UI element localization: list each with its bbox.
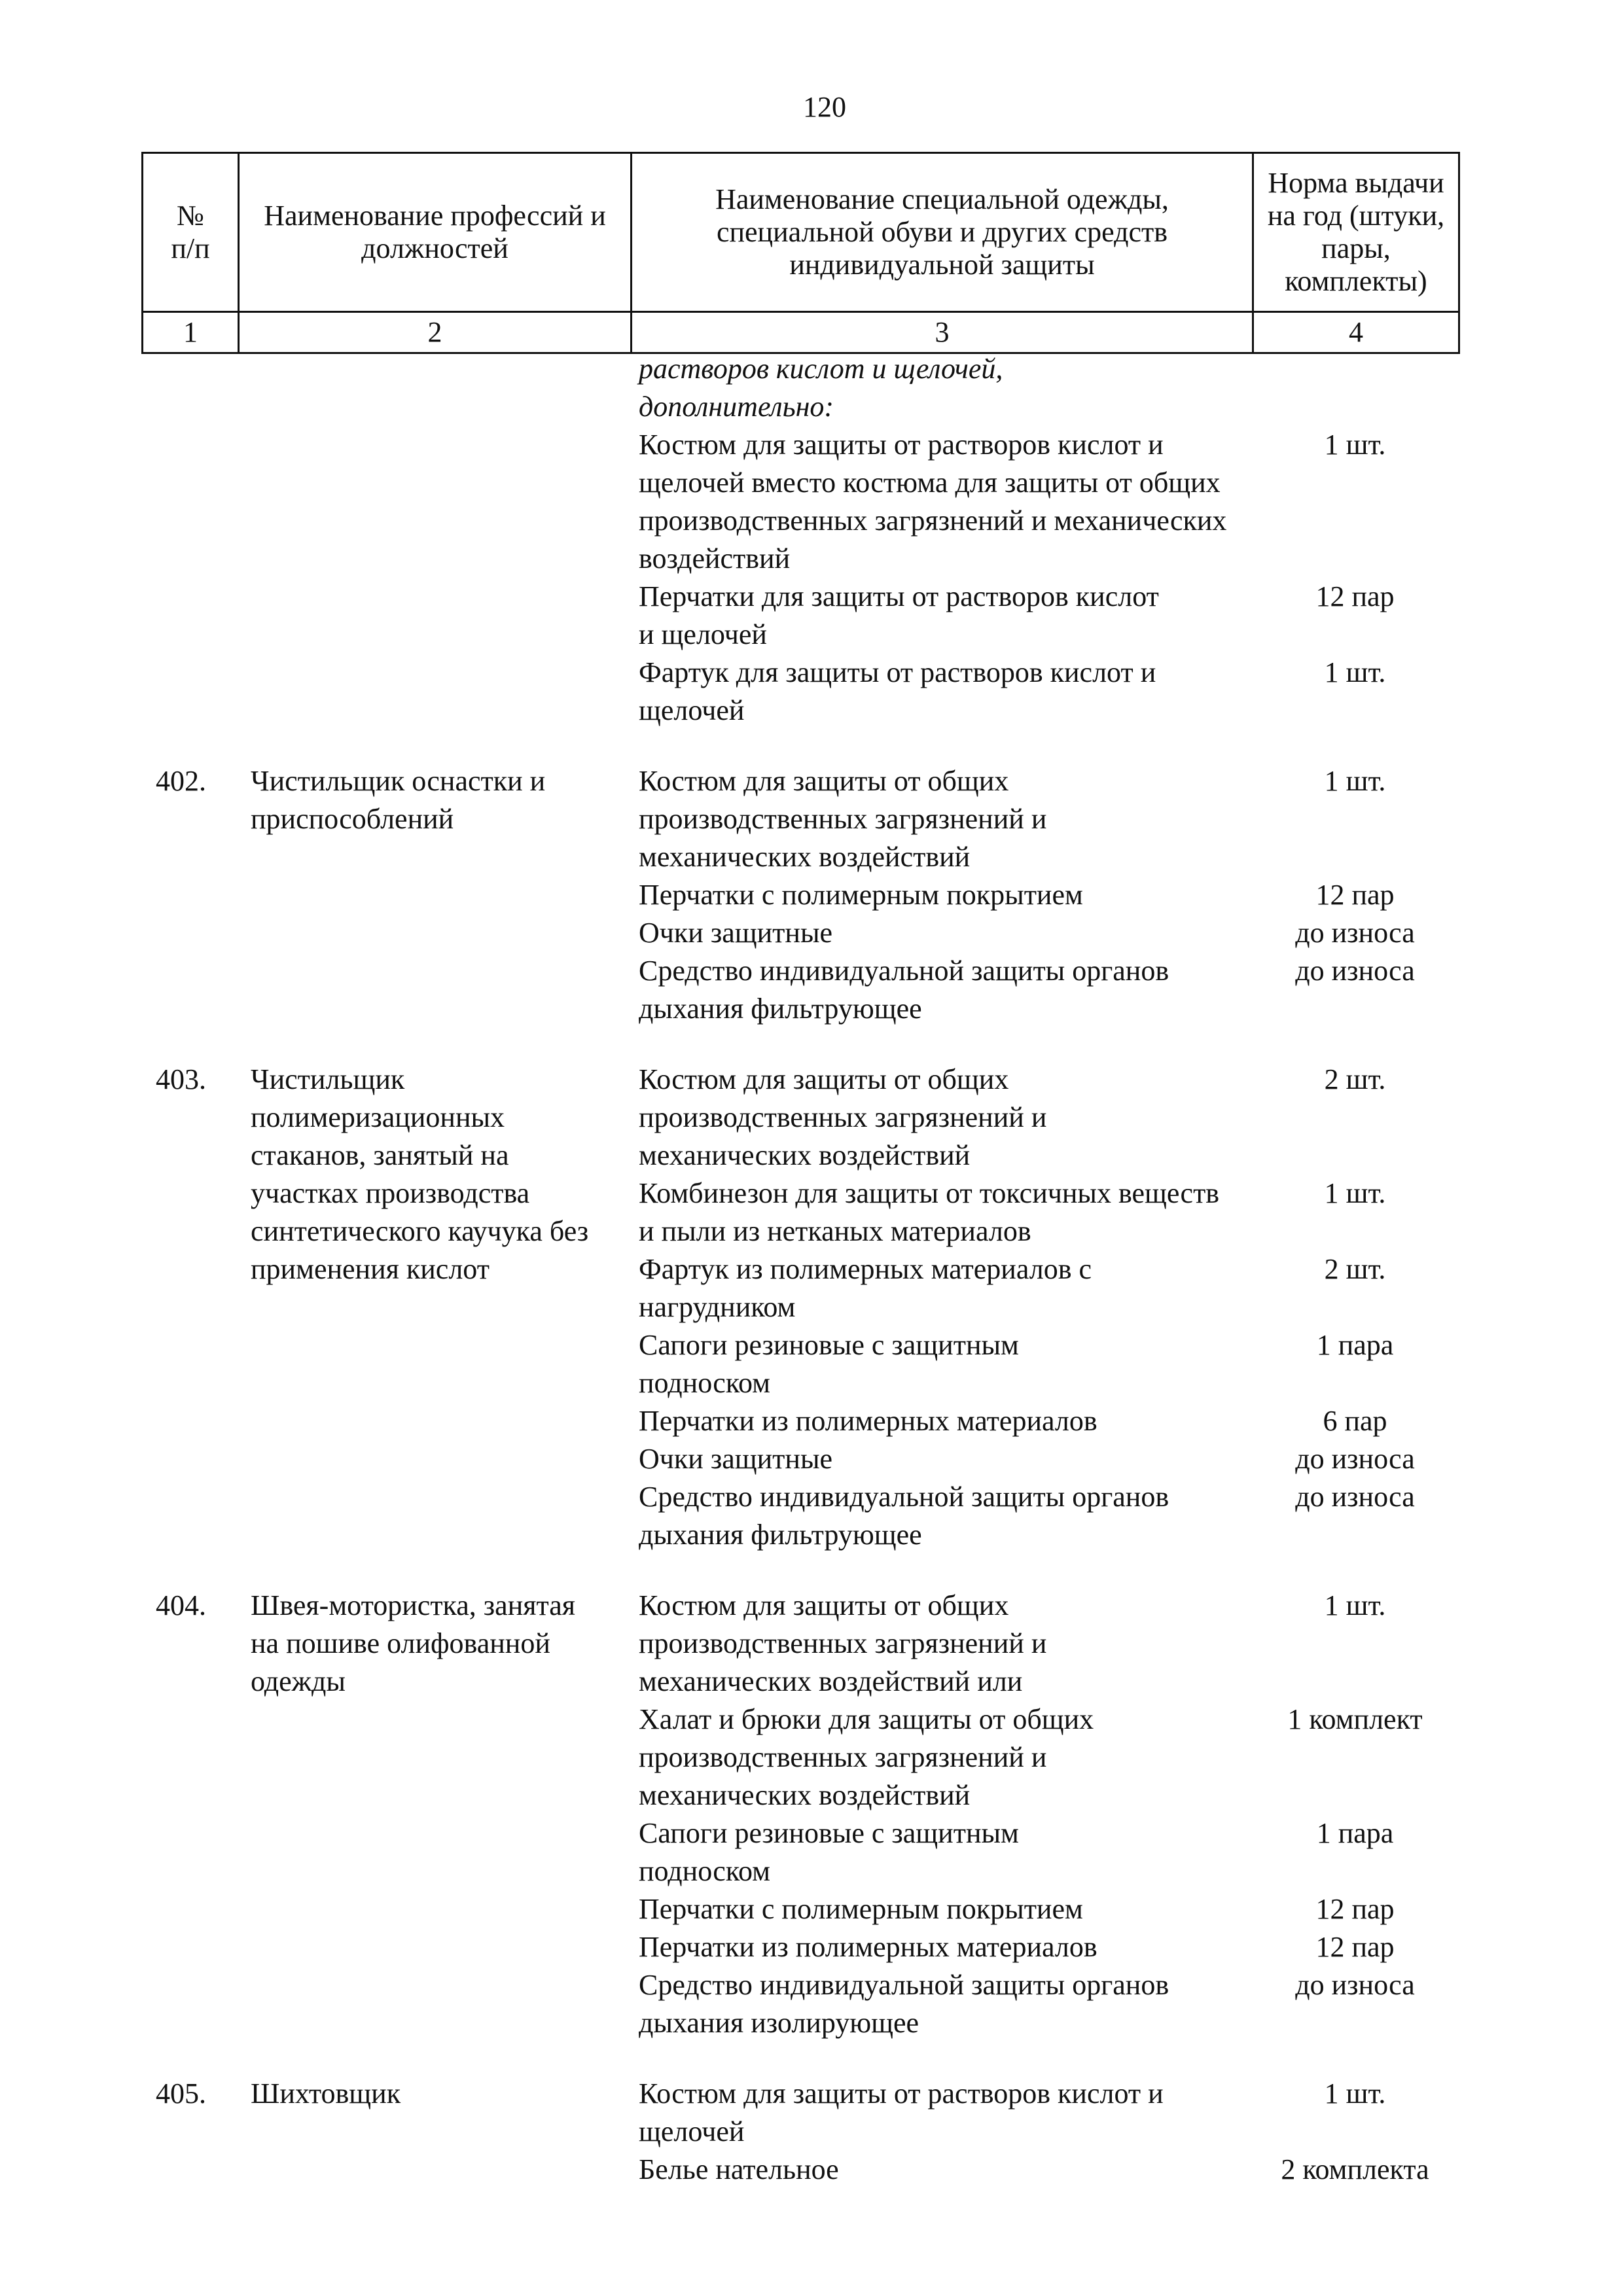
item-name: Средство индивидуальной защиты органов дыхания фильтрующее bbox=[639, 955, 1169, 1025]
item-norm: 12 пар bbox=[1315, 879, 1395, 911]
item-name: Костюм для защиты от общих производственных загрязнений и механических воздействий bbox=[639, 765, 1047, 873]
row-profession: Чистильщик полимеризационных стаканов, занятый на участках производства синтетического каучука без применения кислот bbox=[251, 1063, 589, 1285]
row-number bbox=[141, 350, 238, 730]
item-norm: до износа bbox=[1295, 1443, 1415, 1475]
list-item bbox=[630, 1402, 1458, 1440]
header-num-3: 3 bbox=[632, 312, 1253, 353]
item-norm: 1 пара bbox=[1316, 1329, 1394, 1361]
list-item bbox=[630, 1326, 1458, 1402]
row-profession: Швея-мотористка, занятая на пошиве олифованной одежды bbox=[251, 1589, 576, 1697]
item-norm: 12 пар bbox=[1315, 580, 1395, 612]
table-header bbox=[141, 152, 1460, 354]
item-norm: до износа bbox=[1295, 917, 1415, 949]
list-item bbox=[630, 654, 1458, 730]
item-norm: 6 пар bbox=[1323, 1405, 1387, 1437]
list-item bbox=[630, 1174, 1458, 1250]
item-name: Фартук из полимерных материалов с нагрудником bbox=[639, 1253, 1092, 1323]
item-norm: 1 пара bbox=[1316, 1817, 1394, 1849]
item-norm: 1 шт. bbox=[1324, 656, 1386, 688]
row-items bbox=[630, 762, 1458, 1028]
list-item bbox=[630, 578, 1458, 654]
list-item bbox=[630, 2151, 1458, 2189]
list-item bbox=[630, 1701, 1458, 1814]
header-number: № п/п bbox=[143, 153, 239, 312]
item-name: Костюм для защиты от общих производственных загрязнений и механических воздействий или bbox=[639, 1589, 1047, 1697]
list-item bbox=[630, 426, 1458, 578]
row-profession bbox=[238, 350, 630, 730]
item-norm: до износа bbox=[1295, 1481, 1415, 1513]
item-name: Белье нательное bbox=[639, 2153, 839, 2185]
item-name: Костюм для защиты от растворов кислот и щелочей вместо костюма для защиты от общих производственных загрязнений и механических воздействий bbox=[639, 429, 1227, 574]
item-norm: 1 шт. bbox=[1324, 765, 1386, 797]
continuation-row bbox=[141, 350, 1458, 730]
list-item bbox=[630, 1890, 1458, 1928]
item-norm: 2 шт. bbox=[1324, 1253, 1386, 1285]
list-item bbox=[630, 1250, 1458, 1326]
item-norm: 1 шт. bbox=[1324, 1177, 1386, 1209]
item-norm: 2 комплекта bbox=[1281, 2153, 1429, 2185]
item-norm: до износа bbox=[1295, 955, 1415, 987]
item-name: Средство индивидуальной защиты органов дыхания фильтрующее bbox=[639, 1481, 1169, 1551]
item-name: Перчатки из полимерных материалов bbox=[639, 1405, 1097, 1437]
item-name: Костюм для защиты от общих производственных загрязнений и механических воздействий bbox=[639, 1063, 1047, 1171]
list-item bbox=[630, 762, 1458, 876]
row-number: 403. bbox=[156, 1063, 206, 1095]
item-norm: 1 шт. bbox=[1324, 1589, 1386, 1621]
header-equipment: Наименование специальной одежды, специальной обуви и других средств индивидуальной защиты bbox=[632, 153, 1253, 312]
header-num-2: 2 bbox=[239, 312, 632, 353]
item-norm: 2 шт. bbox=[1324, 1063, 1386, 1095]
item-name: Костюм для защиты от растворов кислот и щелочей bbox=[639, 2077, 1164, 2147]
item-name: Перчатки для защиты от растворов кислот и щелочей bbox=[639, 580, 1159, 650]
item-name: Сапоги резиновые с защитным подноском bbox=[639, 1817, 1019, 1887]
row-number: 405. bbox=[156, 2077, 206, 2110]
item-name: Комбинезон для защиты от токсичных веществ и пыли из нетканых материалов bbox=[639, 1177, 1220, 1247]
header-norm: Норма выдачи на год (штуки, пары, комплекты) bbox=[1253, 153, 1459, 312]
list-item bbox=[630, 1966, 1458, 2042]
table-row bbox=[141, 2075, 1458, 2189]
row-number: 402. bbox=[156, 765, 206, 797]
list-item bbox=[630, 1478, 1458, 1554]
list-item bbox=[630, 2075, 1458, 2151]
header-num-1: 1 bbox=[143, 312, 239, 353]
item-norm: 1 шт. bbox=[1324, 429, 1386, 461]
table-row bbox=[141, 762, 1458, 1028]
item-name: Перчатки из полимерных материалов bbox=[639, 1931, 1097, 1963]
row-items bbox=[630, 1061, 1458, 1554]
row-items bbox=[630, 1587, 1458, 2042]
list-item bbox=[630, 1928, 1458, 1966]
item-norm: 1 шт. bbox=[1324, 2077, 1386, 2110]
list-item bbox=[630, 1587, 1458, 1701]
list-item bbox=[630, 1440, 1458, 1478]
item-name: Фартук для защиты от растворов кислот и щелочей bbox=[639, 656, 1156, 726]
item-norm: 12 пар bbox=[1315, 1931, 1395, 1963]
list-item bbox=[630, 1061, 1458, 1174]
row-number: 404. bbox=[156, 1589, 206, 1621]
header-num-4: 4 bbox=[1253, 312, 1459, 353]
item-name: Очки защитные bbox=[639, 1443, 833, 1475]
italic-note: растворов кислот и щелочей, дополнительно: bbox=[639, 353, 1003, 423]
item-name: Халат и брюки для защиты от общих производственных загрязнений и механических воздействий bbox=[639, 1703, 1094, 1811]
list-item bbox=[630, 914, 1458, 952]
item-norm: 12 пар bbox=[1315, 1893, 1395, 1925]
row-items bbox=[630, 350, 1458, 730]
table-row bbox=[141, 1587, 1458, 2042]
row-profession: Шихтовщик bbox=[251, 2077, 401, 2110]
item-name: Средство индивидуальной защиты органов дыхания изолирующее bbox=[639, 1969, 1169, 2039]
list-item bbox=[630, 1814, 1458, 1890]
page-number: 120 bbox=[803, 91, 846, 123]
item-name: Перчатки с полимерным покрытием bbox=[639, 879, 1083, 911]
item-norm: 1 комплект bbox=[1287, 1703, 1423, 1735]
row-items bbox=[630, 2075, 1458, 2189]
list-item bbox=[630, 952, 1458, 1028]
table-body bbox=[141, 350, 1458, 2221]
row-profession: Чистильщик оснастки и приспособлений bbox=[251, 765, 546, 835]
item-name: Перчатки с полимерным покрытием bbox=[639, 1893, 1083, 1925]
item-norm: до износа bbox=[1295, 1969, 1415, 2001]
item-name: Сапоги резиновые с защитным подноском bbox=[639, 1329, 1019, 1399]
list-item bbox=[630, 876, 1458, 914]
header-profession: Наименование профессий и должностей bbox=[239, 153, 632, 312]
item-name: Очки защитные bbox=[639, 917, 833, 949]
table-row bbox=[141, 1061, 1458, 1554]
